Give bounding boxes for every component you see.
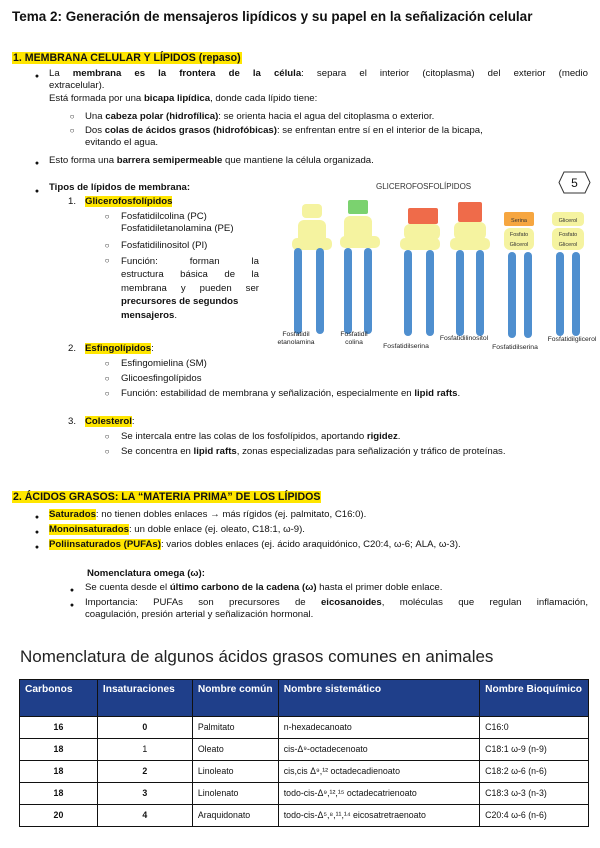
svg-text:Glicerol: Glicerol bbox=[558, 242, 578, 248]
label-pi: Fosfatidilinositol bbox=[439, 335, 489, 342]
sub-bullet-icon bbox=[103, 211, 111, 223]
sub-bullet-icon bbox=[68, 125, 76, 137]
monounsaturated-item: Monoinsaturados: un doble enlace (ej. oleato, C18:1, ω-9). bbox=[49, 524, 305, 535]
sub-bullet-icon bbox=[103, 358, 111, 370]
table-row: 18 2 Linoleato cis,cis Δ⁹,¹² octadecadienoato C18:2 ω-6 (n-6) bbox=[20, 761, 589, 783]
type-1-label: Glicerofosfolípidos bbox=[85, 196, 173, 207]
diagram-title: GLICEROFOSFOLÍPIDOS bbox=[376, 182, 472, 191]
bullet-icon bbox=[33, 185, 41, 197]
bullet-icon bbox=[33, 526, 41, 538]
label-ps-2: Fosfatidilserina bbox=[492, 344, 538, 351]
svg-text:Fosfato: Fosfato bbox=[558, 232, 578, 238]
sub-bullet-icon bbox=[103, 446, 111, 458]
svg-text:Fosfato: Fosfato bbox=[509, 232, 529, 238]
sub-bullet-icon bbox=[103, 240, 111, 252]
label-pe: Fosfatidil etanolamina bbox=[277, 331, 315, 346]
polyunsaturated-item: Poliinsaturados (PUFAs): varios dobles enlaces (ej. ácido araquidónico, C20:4, ω-6; ALA, ω-3). bbox=[49, 539, 461, 550]
lipid-types-heading: Tipos de lípidos de membrana: bbox=[49, 182, 191, 193]
type-2-number: 2. bbox=[68, 343, 77, 354]
svg-text:5: 5 bbox=[571, 176, 578, 190]
table-row: 20 4 Araquidonato todo-cis-Δ⁵,⁸,¹¹,¹⁴ eicosatretraenoato C20:4 ω-6 (n-6) bbox=[20, 805, 589, 827]
molecule-pe bbox=[292, 204, 332, 334]
saturated-item: Saturados: no tienen dobles enlaces → más rígidos (ej. palmitato, C16:0). bbox=[49, 509, 367, 520]
cholesterol-item: Se concentra en lipid rafts, zonas especializadas para señalización y tráfico de proteínas. bbox=[121, 446, 506, 457]
molecule-ps bbox=[400, 208, 440, 336]
omega-item-1: Se cuenta desde el último carbono de la cadena (ω) hasta el primer doble enlace. bbox=[85, 582, 443, 593]
label-pg: Fosfatidilglicerol bbox=[547, 336, 596, 343]
membrane-bullet: La membrana es la frontera de la célula: separa el interior (citoplasma) del exterior (medio extracelular). Está formada por una bicapa lipídica, donde cada lípido tiene: bbox=[49, 68, 588, 104]
sphingolipid-function: Función: estabilidad de membrana y señalización, especialmente en lipid rafts. bbox=[121, 388, 461, 399]
sub-bullet-icon bbox=[103, 431, 111, 443]
bullet-icon bbox=[33, 157, 41, 169]
glycerophospholipid-item: Fosfatidilinositol (PI) bbox=[121, 240, 208, 251]
molecule-pc bbox=[340, 200, 380, 334]
sub-bullet-icon bbox=[103, 373, 111, 385]
column-header: Carbonos bbox=[20, 680, 98, 717]
glycerophospholipid-list: Fosfatidilcolina (PC) Fosfatidiletanolamina (PE) bbox=[121, 211, 234, 235]
section-1-heading: 1. MEMBRANA CELULAR Y LÍPIDOS (repaso) bbox=[13, 52, 241, 64]
fatty-acid-table bbox=[19, 679, 589, 827]
molecule-pi bbox=[450, 202, 490, 336]
type-2-label: Esfingolípidos: bbox=[85, 343, 154, 354]
bullet-icon bbox=[33, 70, 41, 82]
glycerophospholipid-function: Función: forman la estructura básica de la membrana y pueden ser precursores de segundos mensajeros. bbox=[121, 256, 259, 321]
svg-text:Glicerol: Glicerol bbox=[558, 218, 578, 224]
polar-head-item: Una cabeza polar (hidrofílica): se orienta hacia el agua del citoplasma o exterior. bbox=[85, 111, 435, 122]
column-header: Nombre Bioquímico bbox=[480, 680, 589, 717]
page-title: Tema 2: Generación de mensajeros lipídicos y su papel en la señalización celular bbox=[12, 9, 533, 24]
section-2-heading: 2. ÁCIDOS GRASOS: LA “MATERIA PRIMA” DE LOS LÍPIDOS bbox=[13, 491, 321, 503]
type-3-label: Colesterol: bbox=[85, 416, 135, 427]
column-header: Nombre sistemático bbox=[278, 680, 479, 717]
fatty-tails-item: Dos colas de ácidos grasos (hidrofóbicas): se enfrentan entre sí en el interior de la bicapa, evitando el agua. bbox=[85, 125, 483, 149]
molecule-ps-labeled bbox=[504, 212, 534, 338]
type-3-number: 3. bbox=[68, 416, 77, 427]
table-row: 18 1 Oleato cis-Δ⁹-octadecenoato C18:1 ω-9 (n-9) bbox=[20, 739, 589, 761]
table-header-row bbox=[20, 680, 589, 717]
omega-heading: Nomenclatura omega (ω): bbox=[87, 568, 205, 579]
molecule-pg bbox=[552, 212, 584, 336]
sub-bullet-icon bbox=[68, 111, 76, 123]
table-row: 16 0 Palmitato n-hexadecanoato C16:0 bbox=[20, 717, 589, 739]
barrier-bullet: Esto forma una barrera semipermeable que mantiene la célula organizada. bbox=[49, 155, 374, 166]
label-pc: Fosfatidil colina bbox=[340, 331, 368, 346]
bullet-icon bbox=[33, 541, 41, 553]
column-header: Insaturaciones bbox=[97, 680, 192, 717]
table-row: 18 3 Linolenato todo-cis-Δ⁹,¹²,¹⁵ octadecatrienoato C18:3 ω-3 (n-3) bbox=[20, 783, 589, 805]
bullet-icon bbox=[33, 511, 41, 523]
sphingolipid-item: Esfingomielina (SM) bbox=[121, 358, 207, 369]
bullet-icon bbox=[68, 584, 76, 596]
table-title: Nomenclatura de algunos ácidos grasos comunes en animales bbox=[20, 647, 494, 666]
label-ps: Fosfatidilserina bbox=[383, 343, 429, 350]
cholesterol-item: Se intercala entre las colas de los fosfolípidos, aportando rigidez. bbox=[121, 431, 401, 442]
svg-text:Serina: Serina bbox=[511, 218, 527, 224]
column-header: Nombre común bbox=[192, 680, 278, 717]
sub-bullet-icon bbox=[103, 388, 111, 400]
svg-text:Glicerol: Glicerol bbox=[509, 242, 529, 248]
type-1-number: 1. bbox=[68, 196, 77, 207]
glycerophospholipid-diagram bbox=[272, 178, 596, 358]
sub-bullet-icon bbox=[103, 255, 111, 267]
bullet-icon bbox=[68, 599, 76, 611]
sphingolipid-item: Glicoesfingolípidos bbox=[121, 373, 202, 384]
omega-item-2: Importancia: PUFAs son precursores de eicosanoides, moléculas que regulan inflamación, coagulación, presión arterial y señalización hormonal. bbox=[85, 597, 588, 621]
